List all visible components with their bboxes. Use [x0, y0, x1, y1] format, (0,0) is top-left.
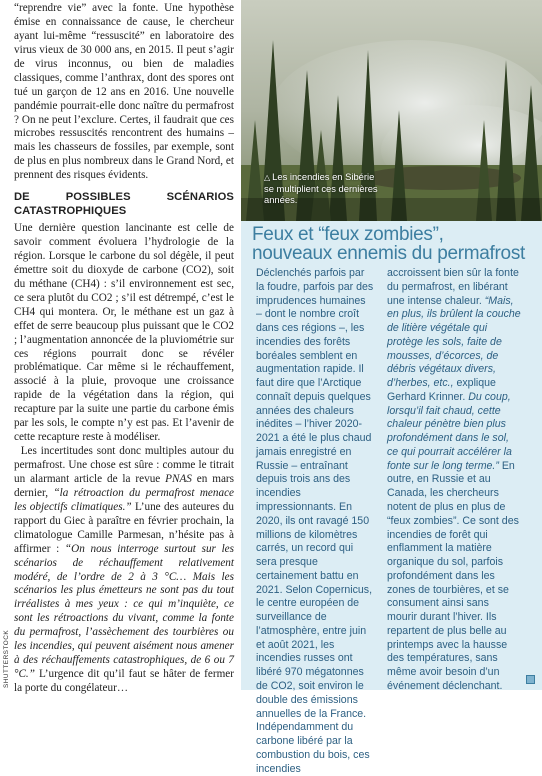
quote: “la rétroaction du permafrost menace les objectifs climatiques.”	[14, 486, 235, 513]
quote: Du coup, lorsqu’il fait chaud, cette chaleur pénètre bien plus profondément dans le sol, ce qui pourrait accélérer la fonte sur le long terme.”	[387, 390, 512, 472]
sidebar-column-2	[387, 267, 521, 692]
caption-triangle-icon: △	[264, 173, 271, 182]
photo-caption: △ Les incendies en Sibérie se multiplient ces dernières années.	[264, 171, 378, 206]
article-paragraph: Les incertitudes sont donc multiples autour du permafrost. Une chose est sûre : comme le titrait un alarmant article de la revue PNAS en mars dernier, “la rétroaction du permafrost menace les objectifs climatiques.” L’une des auteures du rapport du Giec à paraître en février prochain, la climatologue Camille Parmesan, n’hésite pas à affirmer : “On nous interroge surtout sur les scénarios de réchauffement relativement modéré, de l’ordre de 2 à 3 °C… Mais les scénarios les plus émetteurs ne sont pas du tout irréalistes à mes yeux : ce qui m’inquiète, ce sont les rétroactions du vivant, comme la fonte du permafrost, l’assèchement des tourbières ou les incendies, qui peuvent aisément nous amener à des réchauffements catastrophiques, de 6 ou 7 °C.” L’urgence dit qu’il faut se hâter de fermer la porte du congélateur…	[14, 445, 235, 694]
section-heading: DE POSSIBLES SCÉNARIOS CATASTROPHIQUES	[14, 191, 234, 218]
quote: “On nous interroge surtout sur les scénarios de réchauffement relativement modéré, de l’ordre de 2 à 3 °C… Mais les scénarios les plus émetteurs ne sont pas du tout irréalistes à mes yeux : ce qui m’inquiète, ce sont les rétroactions du vivant, comme la fonte du permafrost, l’assèchement des tourbières ou les incendies, qui peuvent aisément nous amener à des réchauffements catastrophiques, de 6 ou 7 °C.”	[14, 542, 234, 681]
sidebar-title: Feux et “feux zombies”, nouveaux ennemis du permafrost	[252, 224, 525, 264]
end-of-article-icon	[526, 675, 535, 684]
sidebar-paragraph: accroissent bien sûr la fonte du permafrost, en libérant une intense chaleur. “Mais, en plus, ils brûlent la couche de litière végétale qui protège les sols, faite de mousses, d’écorces, de débris végétaux divers, d’herbes, etc., explique Gerhard Krinner. Du coup, lorsqu’il fait chaud, cette chaleur pénètre bien plus profondément dans le sol, ce qui pourrait accélérer la fonte sur le long terme.” En outre, en Russie et au Canada, les chercheurs notent de plus en plus de “feux zombies”. Ce sont des incendies de forêt qui enflamment la matière organique du sol, parfois profondément dans les zones de tourbières, et se consument ainsi sans mourir durant l’hiver. Ils repartent de plus belle au printemps avec la hausse des températures, sans même avoir besoin d’un événement déclenchant.	[387, 267, 521, 692]
journal-name: PNAS	[165, 472, 192, 485]
quote: “Mais, en plus, ils brûlent la couche de litière végétale qui protège les sols, faite de mousses, d’écorces, de débris végétaux divers, d’herbes, etc.,	[387, 294, 521, 390]
sidebar-column-1	[256, 267, 374, 775]
article-paragraph: “reprendre vie” avec la fonte. Une hypothèse émise en connaissance de cause, le chercheur ayant lui-même “ressuscité” en laboratoire des virus vieux de 30 000 ans, en 2015. Il peut s’agir de virus inconnus, ou bien de maladies classiques, comme l’anthrax, dont des spores ont tué un garçon de 12 ans en 2016. Une nouvelle pandémie pourrait-elle donc naître du permafrost ? On ne peut l’exclure. Certes, il faudrait que ces microbes ressuscités rencontrent des humains – mais les chasseurs de fossiles, par exemple, sont de plus en plus nombreux dans le Grand Nord, et prennent des risques évidents.	[14, 2, 234, 182]
article-column	[14, 2, 235, 694]
sidebar-paragraph: Déclenchés parfois par la foudre, parfois par des imprudences humaines – dont le nombre croît dans ces régions –, les incendies des forêts boréales semblent en augmentation rapide. Il faut dire que l’Arctique connaît depuis quelques années des chaleurs inédites – l’hiver 2020-2021 a été le plus chaud jamais enregistré en Russie – entraînant depuis trois ans des incendies impressionnants. En 2020, ils ont ravagé 150 millions de kilomètres carrés, un record qui sera presque certainement battu en 2021. Selon Copernicus, le centre européen de surveillance de l’atmosphère, entre juin et août 2021, les incendies russes ont libéré 970 mégatonnes de CO2, soit environ le double des émissions annuelles de la France. Indépendamment du carbone libéré par la combustion du bois, ces incendies	[256, 267, 374, 775]
article-paragraph: Une dernière question lancinante est celle de savoir comment évoluera l’hydrologie de la région. Lorsque le carbone du sol dégèle, il peut émettre soit du dioxyde de carbone (CO2), soit du méthane (CH4) : s’il environnement est sec, ce sera plutôt du CO2 ; s’il est détrempé, c’est le CH4 qui montera. Or, le méthane est un gaz à effet de serre beaucoup plus puissant que le CO2 ; l’augmentation annoncée de la pluviométrie sur ces régions pourrait donc se révéler problématique. Car même si le réchauffement, associé à la pluie, provoque une croissance rapide de la végétation dans la région, qui recapture par la suite une partie du carbone émis par les sols, le compte n’y est pas. Et l’avenir de cette recapture reste à modéliser.	[14, 222, 234, 444]
photo-credit: SHUTTERSTOCK	[3, 629, 10, 688]
